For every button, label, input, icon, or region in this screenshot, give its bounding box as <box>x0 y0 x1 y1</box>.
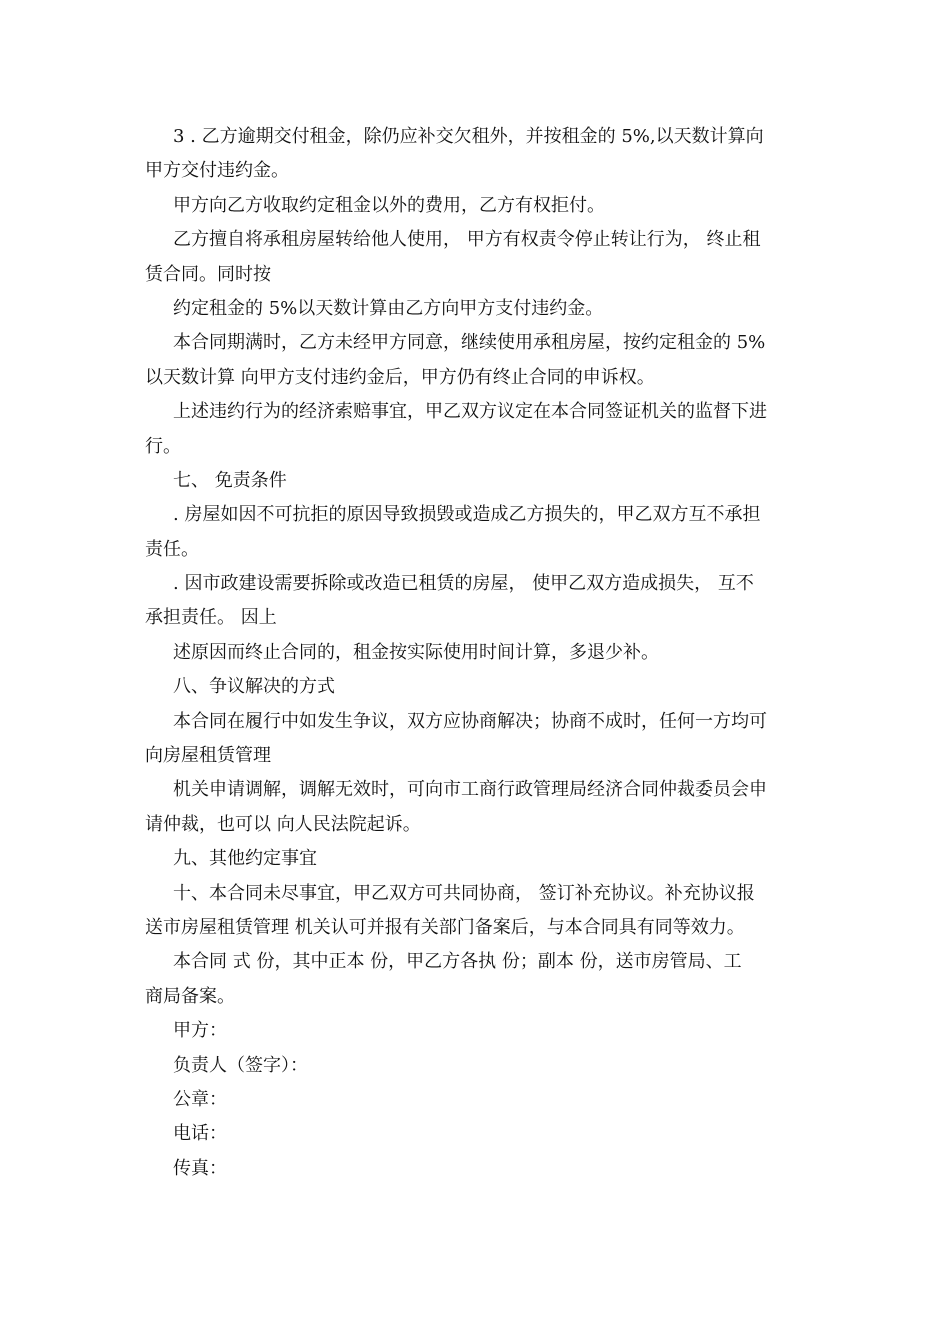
text-line: . 房屋如因不可抗拒的原因导致损毁或造成乙方损失的，甲乙双方互不承担 <box>173 504 761 526</box>
text-line: 述原因而终止合同的，租金按实际使用时间计算，多退少补。 <box>173 641 659 663</box>
text-line: 责任。 <box>145 538 199 560</box>
text-line: . 因市政建设需要拆除或改造已租赁的房屋， 使甲乙双方造成损失， 互不 <box>173 573 754 595</box>
text-line: 以天数计算 向甲方支付违约金后，甲方仍有终止合同的申诉权。 <box>145 366 655 388</box>
text-line: 赁合同。同时按 <box>145 263 271 285</box>
signature-phone: 电话： <box>173 1123 227 1145</box>
text-line: 乙方擅自将承租房屋转给他人使用， 甲方有权责令停止转让行为， 终止租 <box>173 229 761 251</box>
signature-fax: 传真： <box>173 1157 227 1179</box>
section-heading-other: 九、其他约定事宜 <box>173 848 317 870</box>
text-line: 承担责任。 因上 <box>145 607 277 629</box>
signature-person-in-charge: 负责人（签字）： <box>173 1054 308 1076</box>
text-line: 甲方交付违约金。 <box>145 160 289 182</box>
text-line: 本合同在履行中如发生争议，双方应协商解决；协商不成时，任何一方均可 <box>173 710 767 732</box>
text-line: 行。 <box>145 435 181 457</box>
document-body <box>145 120 815 1186</box>
text-line: 十、本合同未尽事宜，甲乙双方可共同协商， 签订补充协议。补充协议报 <box>173 882 755 904</box>
text-line: 向房屋租赁管理 <box>145 745 271 767</box>
text-line: 约定租金的 5%以天数计算由乙方向甲方支付违约金。 <box>173 297 604 319</box>
text-line: 本合同期满时，乙方未经甲方同意，继续使用承租房屋，按约定租金的 5% <box>173 332 766 354</box>
text-line: 3 . 乙方逾期交付租金，除仍应补交欠租外，并按租金的 5%,以天数计算向 <box>173 126 764 147</box>
text-line: 请仲裁，也可以 向人民法院起诉。 <box>145 813 421 835</box>
text-line: 甲方向乙方收取约定租金以外的费用，乙方有权拒付。 <box>173 194 605 216</box>
text-line: 机关申请调解，调解无效时，可向市工商行政管理局经济合同仲裁委员会申 <box>173 779 767 801</box>
signature-seal: 公章： <box>173 1088 227 1110</box>
section-heading-exemption: 七、 免责条件 <box>173 469 287 491</box>
text-line: 本合同 式 份，其中正本 份，甲乙方各执 份；副本 份，送市房管局、工 <box>173 951 742 973</box>
section-heading-dispute: 八、争议解决的方式 <box>173 676 335 698</box>
text-line: 上述违约行为的经济索赔事宜，甲乙双方议定在本合同签证机关的监督下进 <box>173 401 767 423</box>
text-line: 商局备案。 <box>145 985 235 1007</box>
signature-party-a: 甲方： <box>173 1020 227 1042</box>
text-line: 送市房屋租赁管理 机关认可并报有关部门备案后，与本合同具有同等效力。 <box>145 916 745 938</box>
